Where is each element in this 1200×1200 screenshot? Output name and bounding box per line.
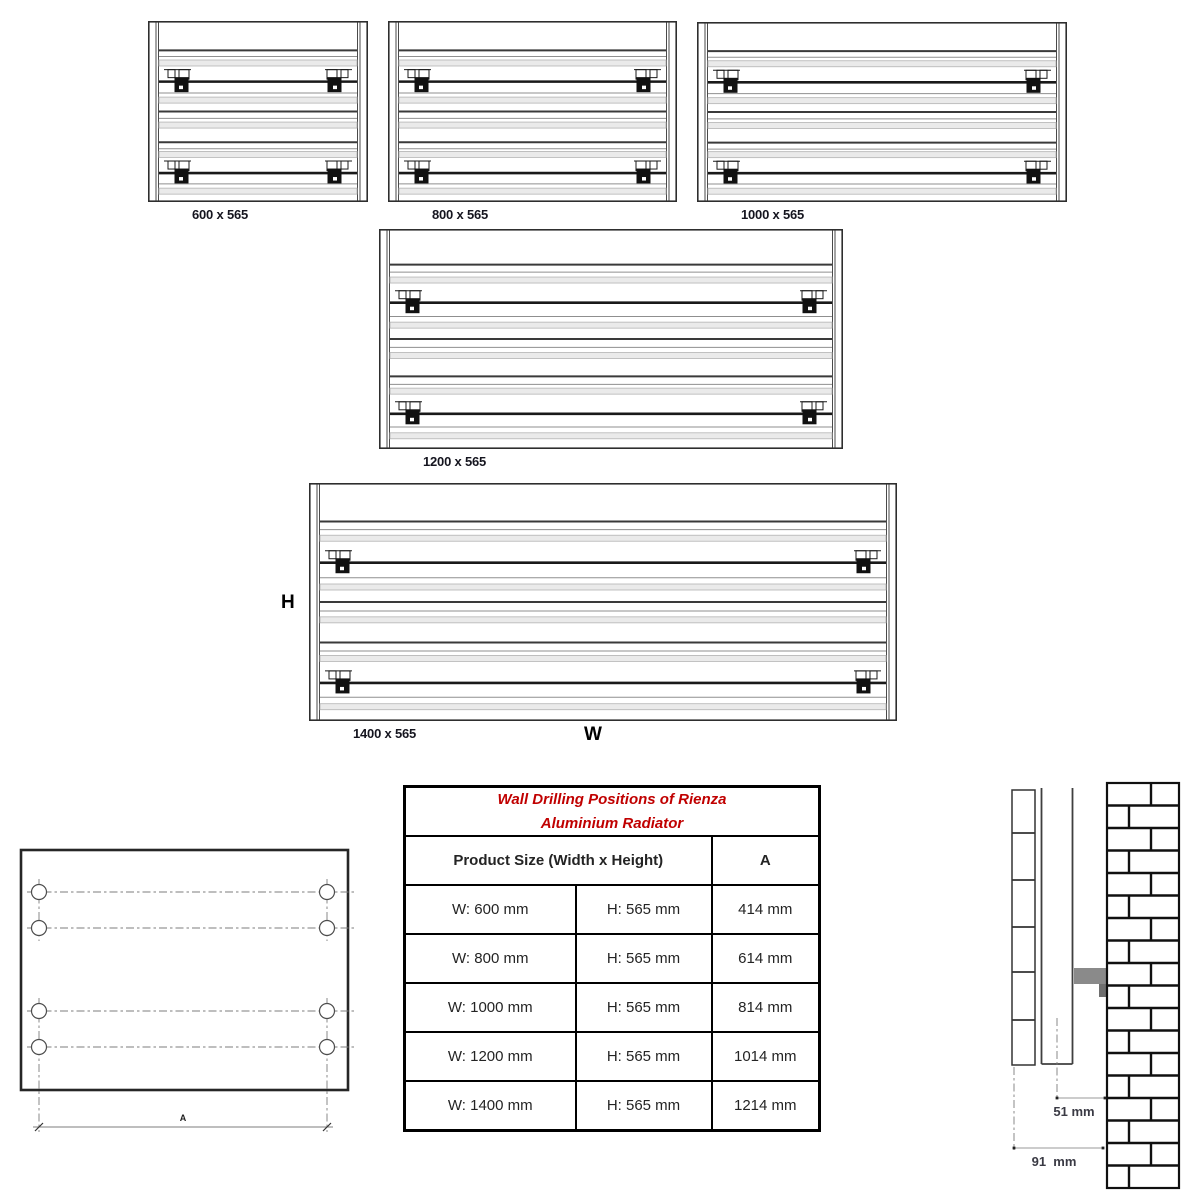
wall-drilling-diagram [18,845,363,1145]
spec-row-3 [405,983,820,1032]
spec-a-cell: 814 mm [712,983,820,1032]
table-title-row [405,787,820,837]
wall-mount-side-view [1000,780,1200,1200]
spec-height-cell: H: 565 mm [576,934,712,983]
spec-row-2 [405,934,820,983]
radiator-diagram-1000x565 [697,22,1067,226]
radiator-size-label: 600 x 565 [192,207,249,222]
brick-wall [1107,783,1179,1188]
table-header-row [405,836,820,885]
side-view-drawing [1000,780,1200,1200]
wall-bracket [1074,968,1107,997]
drilling-positions-drawing [18,845,363,1145]
radiator-size-label: 1000 x 565 [741,207,805,222]
table-title [405,787,820,837]
table-title-line2: Aluminium Radiator [540,814,684,832]
spec-width-cell: W: 1000 mm [405,983,576,1032]
gap-51mm-label: 51 mm [1053,1104,1095,1119]
radiator-size-label: 1400 x 565 [353,726,417,741]
spec-width-cell: W: 800 mm [405,934,576,983]
spec-a-cell: 414 mm [712,885,820,934]
radiator-diagram-800x565 [388,21,677,226]
dimension-51 [1056,1097,1107,1100]
radiator-diagram-600x565 [148,21,368,226]
radiator-profile [1012,790,1035,1065]
column-header-a: A [712,836,820,885]
dimension-a-label: A [179,1113,187,1123]
spec-width-cell: W: 600 mm [405,885,576,934]
height-dimension-label: H [281,592,295,613]
column-header-product-size: Product Size (Width x Height) [405,836,712,885]
radiator-front-drawing [379,229,843,449]
table-data-rows [405,885,820,1131]
table-title-line1: Wall Drilling Positions of Rienza [497,791,727,809]
spec-width-cell: W: 1200 mm [405,1032,576,1081]
spec-a-cell: 614 mm [712,934,820,983]
radiator-front-drawing [148,21,368,202]
spec-a-cell: 1014 mm [712,1032,820,1081]
spec-width-cell: W: 1400 mm [405,1081,576,1131]
radiator-diagram-1400x565 [309,483,897,745]
side-mount-drawing [1000,780,1200,1200]
spec-height-cell: H: 565 mm [576,983,712,1032]
radiator-front-drawing [697,22,1067,202]
radiator-diagram-1200x565 [379,229,843,473]
radiator-size-label: 800 x 565 [432,207,489,222]
gap-91mm-label: 91 mm [1031,1154,1077,1169]
dimension-a [33,1113,333,1131]
radiator-outline [21,850,348,1090]
radiator-size-label: 1200 x 565 [423,454,487,469]
radiator-front-drawing [388,21,677,202]
spec-row-1 [405,885,820,934]
spec-height-cell: H: 565 mm [576,885,712,934]
width-dimension-label: W [584,724,602,745]
radiator-front-drawing [309,483,897,721]
spec-row-4 [405,1032,820,1081]
spec-height-cell: H: 565 mm [576,1032,712,1081]
spec-a-cell: 1214 mm [712,1081,820,1131]
spec-height-cell: H: 565 mm [576,1081,712,1131]
spec-row-5 [405,1081,820,1131]
drilling-positions-table [403,785,821,1132]
dimension-91 [1013,1147,1105,1150]
